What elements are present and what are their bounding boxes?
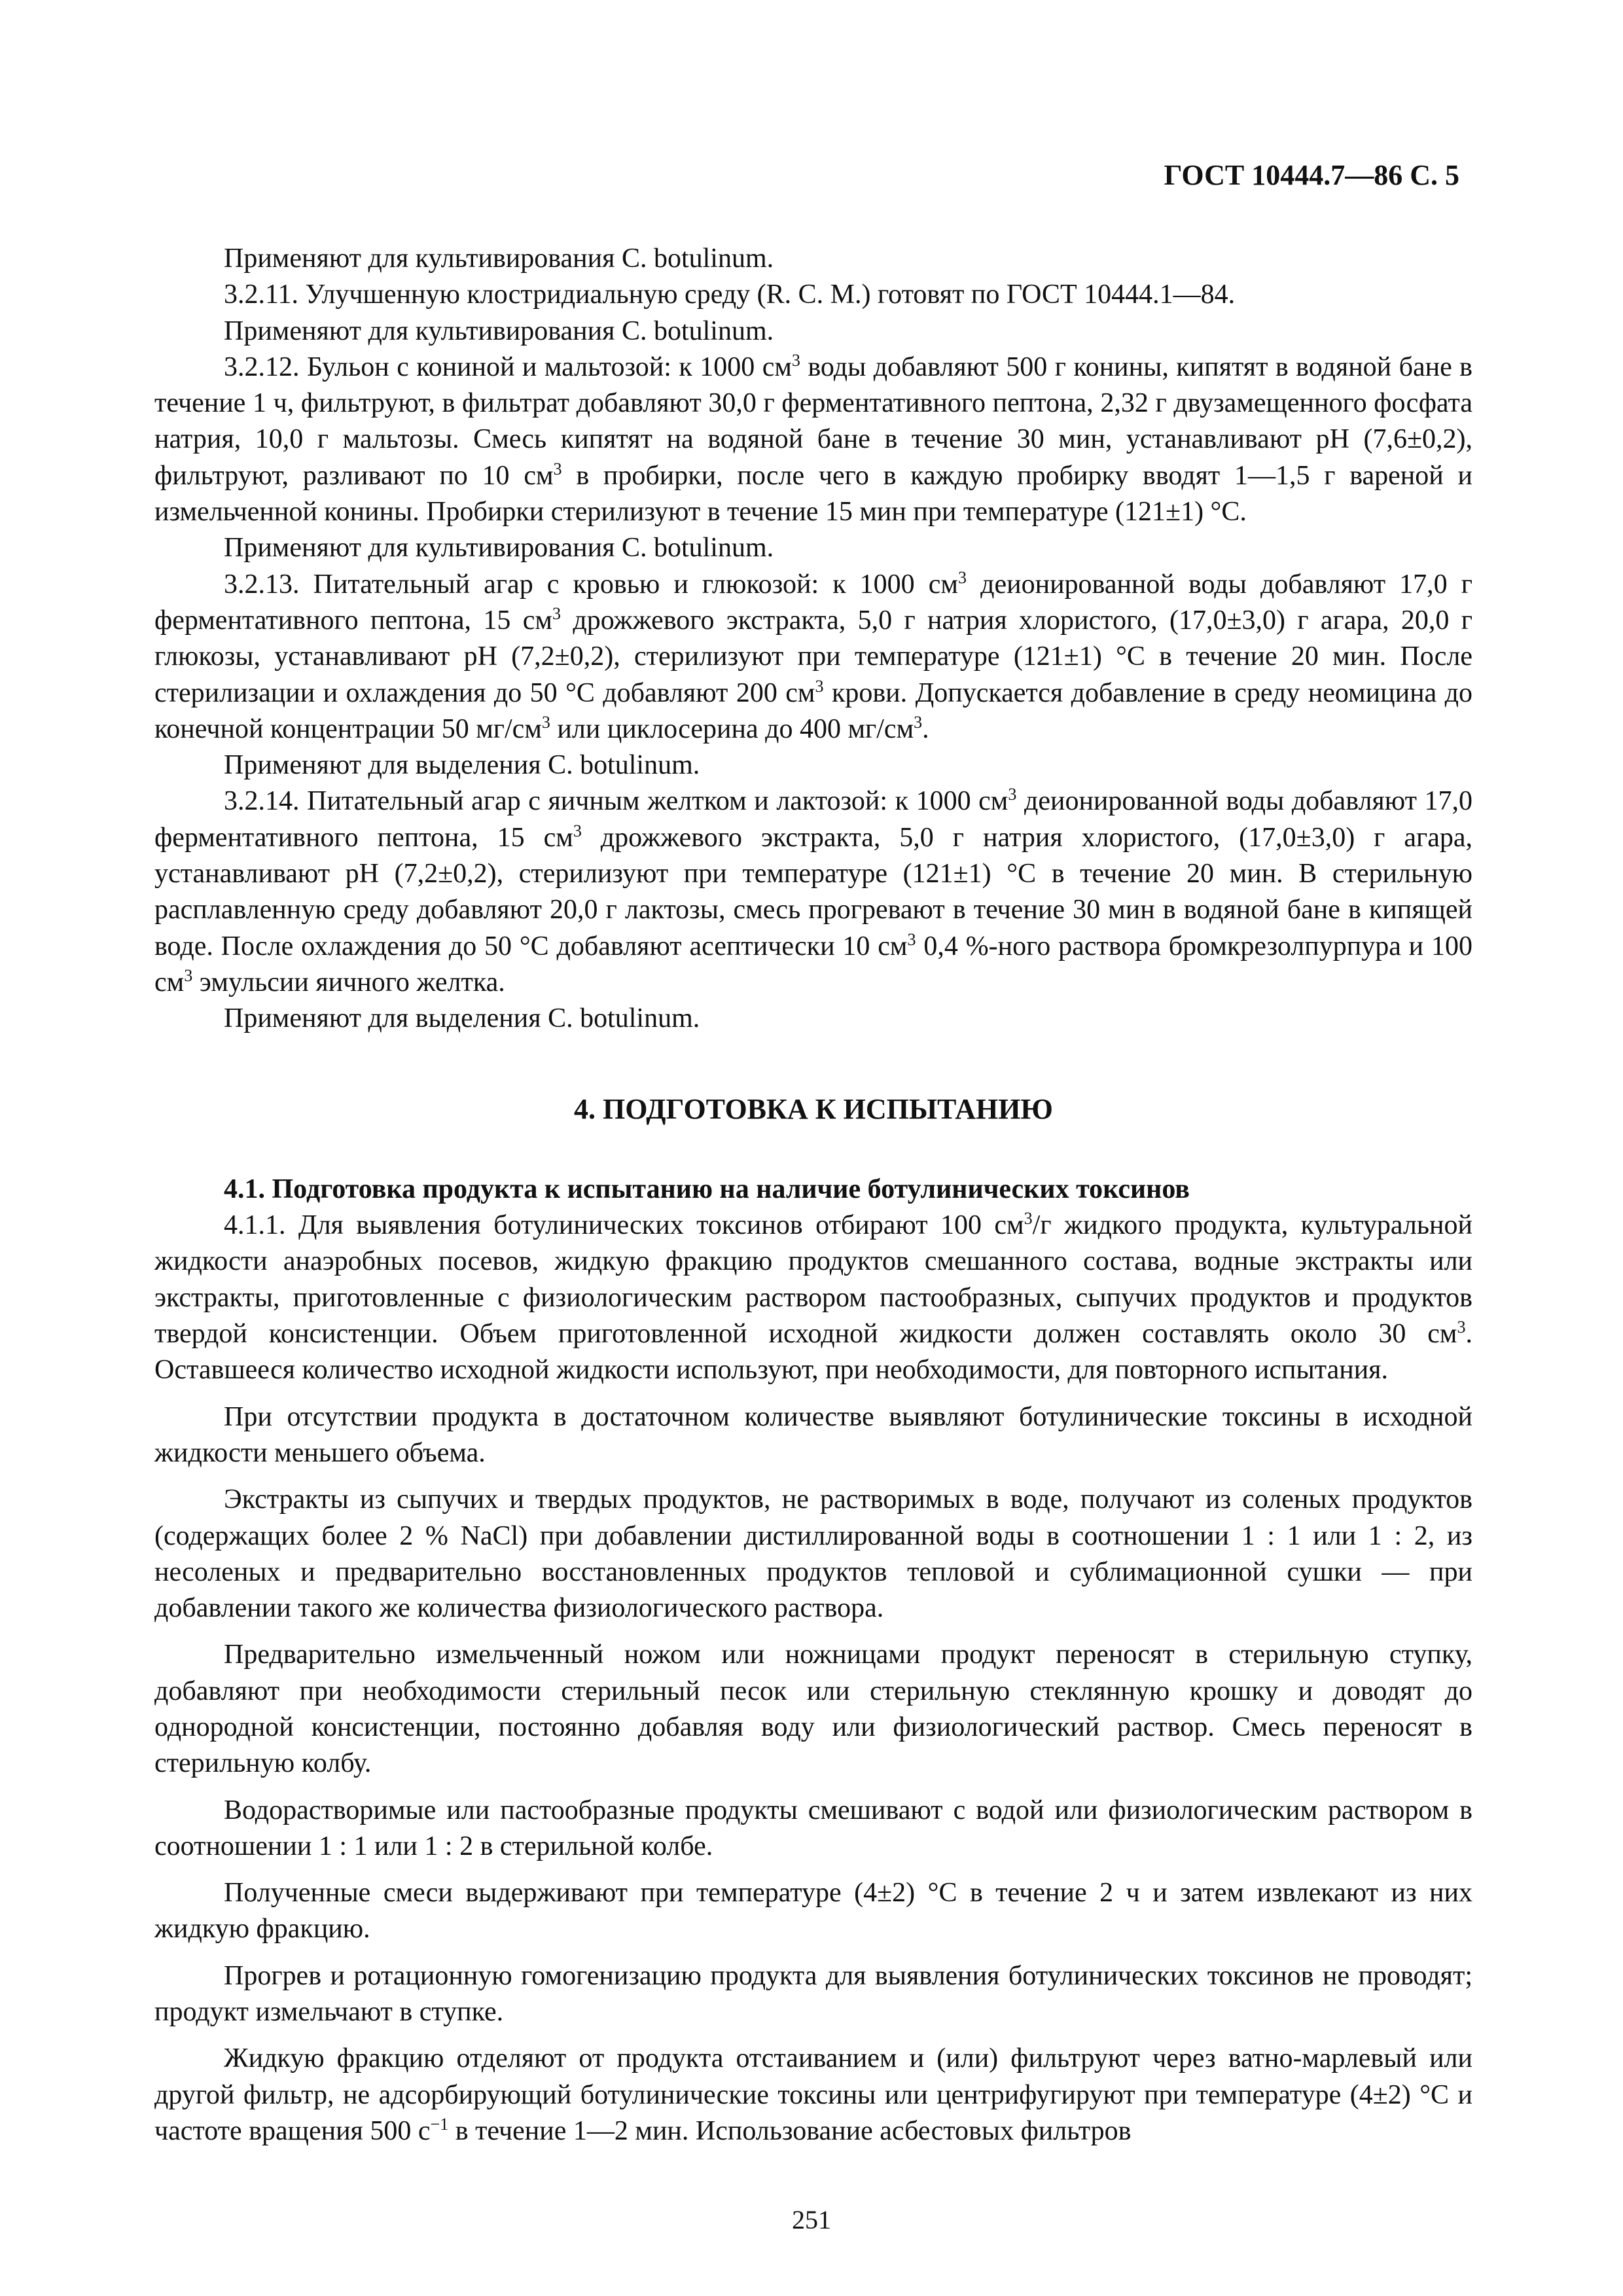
paragraph: Предварительно измельченный ножом или ножницами продукт переносят в стерильную ступку, добавляют при необходимости стерильный песок или стерильную стеклянную крошку и доводят до однородной консистенции, постоянно добавляя воду или физиологический раствор. Смесь переносят в стерильную колбу. xyxy=(154,1640,1472,1779)
paragraph: Применяют для культивирования C. botulinum. xyxy=(224,315,774,346)
paragraph-3-2-11: 3.2.11. Улучшенную клостридиальную среду (R. C. M.) готовят по ГОСТ 10444.1—84. xyxy=(224,279,1236,310)
paragraph: Прогрев и ротационную гомогенизацию продукта для выявления ботулинических токсинов не проводят; продукт измельчают в ступке. xyxy=(154,1960,1472,2028)
paragraph-4-1-1: 4.1.1. Для выявления ботулинических токсинов отбирают 100 $см^3/г$ жидкого продукта, культуральной жидкости анаэробных посевов, жидкую фракцию продуктов смешанного состава, водные экстракты или экстракты, приготовленные с физиологическим раствором пастообразных, сыпучих продуктов и продуктов твердой консистенции. Объем приготовленной исходной жидкости должен составлять около 30 $см^3$. Оставшееся количество исходной жидкости используют, при необходимости, для повторного испытания. xyxy=(154,1209,1472,1386)
paragraph-3-2-13: 3.2.13. Питательный агар с кровью и глюкозой: к 1000 $см^3$ деионированной воды добавляют 17,0 г ферментативного пептона, 15 $см^3$ дрожжевого экстракта, 5,0 г натрия хлористого, (17,0±3,0) г агара, 20,0 г глюкозы, устанавливают pH (7,2±0,2), стерилизуют при температуре (121±1) °С в течение 20 мин. После стерилизации и охлаждения до 50 °С добавляют 200 $см^3$ крови. Допускается добавление в среду неомицина до конечной концентрации 50 $мг/см^3$ или циклосерина до 400 $мг/см^3$. xyxy=(154,567,1472,744)
paragraph: Полученные смеси выдерживают при температуре (4±2) °С в течение 2 ч и затем извлекают из них жидкую фракцию. xyxy=(154,1878,1472,1945)
paragraph-last: Жидкую фракцию отделяют от продукта отстаиванием и (или) фильтруют через ватно-марлевый или другой фильтр, не адсорбирующий ботулинические токсины или центрифугируют при температуре (4±2) °С и частоте вращения 500 $с^{-1}$ в течение 1—2 мин. Использование асбестовых фильтров xyxy=(154,2043,1472,2146)
paragraph-3-2-12: 3.2.12. Бульон с кониной и мальтозой: к 1000 $см^3$ воды добавляют 500 г конины, кипятят в водяной бане в течение 1 ч, фильтруют, в фильтрат добавляют 30,0 г ферментативного пептона, 2,32 г двузамещенного фосфата натрия, 10,0 г мальтозы. Смесь кипятят на водяной бане в течение 30 мин, устанавливают pH (7,6±0,2), фильтруют, разливают по 10 $см^3$ в пробирки, после чего в каждую пробирку вводят 1—1,5 г вареной и измельченной конины. Пробирки стерилизуют в течение 15 мин при температуре (121±1) °С. xyxy=(154,350,1472,528)
paragraph: Экстракты из сыпучих и твердых продуктов, не растворимых в воде, получают из соленых продуктов (содержащих более 2 % NaCl) при добавлении дистиллированной воды в соотношении 1 : 1 или 1 : 2, из несоленых и предварительно восстановленных продуктов тепловой и сублимационной сушки — при добавлении такого же количества физиологического раствора. xyxy=(154,1484,1472,1624)
paragraph: Применяют для выделения C. botulinum. xyxy=(224,1003,700,1034)
subsection-title: 4.1. Подготовка продукта к испытанию на наличие ботулинических токсинов xyxy=(224,1174,1190,1204)
page-number: 251 xyxy=(792,2205,831,2234)
page-header: ГОСТ 10444.7—86 С. 5 xyxy=(1164,159,1459,191)
paragraph: Применяют для выделения C. botulinum. xyxy=(224,750,700,781)
body-text xyxy=(154,241,1472,2149)
section-title: 4. ПОДГОТОВКА К ИСПЫТАНИЮ xyxy=(574,1092,1053,1125)
paragraph: При отсутствии продукта в достаточном количестве выявляют ботулинические токсины в исходной жидкости меньшего объема. xyxy=(154,1401,1472,1468)
paragraph-3-2-14: 3.2.14. Питательный агар с яичным желтком и лактозой: к 1000 $см^3$ деионированной воды добавляют 17,0 ферментативного пептона, 15 $см^3$ дрожжевого экстракта, 5,0 г натрия хлористого, (17,0±3,0) г агара, устанавливают pH (7,2±0,2), стерилизуют при температуре (121±1) °С в течение 20 мин. В стерильную расплавленную среду добавляют 20,0 г лактозы, смесь прогревают в течение 30 мин в водяной бане в кипящей воде. После охлаждения до 50 °С добавляют асептически 10 $см^3$ 0,4 %-ного раствора бромкрезолпурпура и 100 $см^3$ эмульсии яичного желтка. xyxy=(154,785,1473,997)
paragraph: Применяют для культивирования C. botulinum. xyxy=(224,243,774,274)
paragraph: Применяют для культивирования C. botulinum. xyxy=(224,533,774,564)
paragraph: Водорастворимые или пастообразные продукты смешивают с водой или физиологическим раствором в соотношении 1 : 1 или 1 : 2 в стерильной колбе. xyxy=(154,1795,1472,1861)
